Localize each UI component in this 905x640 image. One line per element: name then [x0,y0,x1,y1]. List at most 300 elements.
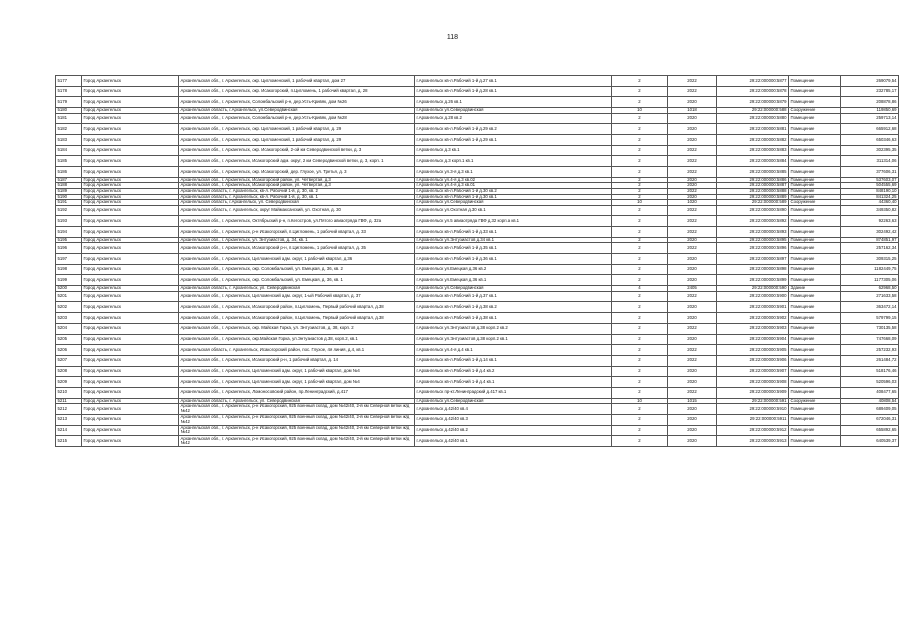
cell-cadastral-value: 309315,25 [841,254,899,265]
cell-municipality: Город Архангельск [82,97,179,108]
cell-object-type: Помещение [789,355,841,366]
cell-code: 2020 [668,275,717,286]
cell-code: 1020 [668,200,717,206]
cell-category-code: 2 [612,188,668,194]
cell-address-short: г.Архангельск кв-л.Рабочий 1-й д.28 кв.1 [415,86,612,97]
cell-address-short: г.Архангельск кв-л.Рабочий 1-й д.38 кв.1 [415,313,612,324]
cell-category-code: 2 [612,124,668,135]
cell-cadastral-value: 672046,31 [841,414,899,425]
cell-category-code: 2 [612,156,668,167]
cell-address-short: г.Архангельск ул.4-я д.4 кв.1 [415,345,612,356]
cell-municipality: Город Архангельск [82,167,179,178]
cell-address-short: г.Архангельск кв-л.Рабочий 1-й д.33 кв.1 [415,227,612,238]
cell-cadastral-value: 520596,03 [841,377,899,388]
cell-code: 2020 [668,377,717,388]
cell-cadastral-value: 665912,68 [841,124,899,135]
cell-address-full: Архангельская обл., г. Архангельск, окр. Соломбальский, ул. Емецкая, д. 36, кв. 1 [179,275,415,286]
table-row [56,404,899,415]
cell-category-code: 2 [612,216,668,227]
cell-object-type: Помещение [789,275,841,286]
cell-cadastral-number: 29:22:000000:5911 [717,414,789,425]
cell-municipality: Город Архангельск [82,183,179,189]
cell-category-code: 2 [612,366,668,377]
cell-row-number: 5189 [56,188,82,194]
cell-address-full: Архангельская обл., г. Архангельск, окр. Цигломенский, 1 рабочий квартал, д. 29 [179,124,415,135]
cell-code: 1015 [668,398,717,404]
cell-cadastral-value: 1182449,75 [841,264,899,275]
cell-municipality: Город Архангельск [82,355,179,366]
cell-municipality: Город Архангельск [82,254,179,265]
cell-cadastral-value: 377606,31 [841,167,899,178]
cell-cadastral-number: 29:22:000000:588 [717,108,789,114]
table-row [56,425,899,436]
cell-cadastral-number: 29:22:000000:5892 [717,216,789,227]
cell-municipality: Город Архангельск [82,177,179,183]
cell-address-full: Архангельская обл., г. Архангельск, окр. Майская Горка, ул. Энтузиастов, д. 38, корп. 2 [179,323,415,334]
cell-address-short: г.Архангельск д.42/40 кв.3 [415,414,612,425]
cell-address-short: г.Архангельск кв-л.Рабочий 1-й д.14 кв.1 [415,355,612,366]
table-row [56,254,899,265]
cell-cadastral-number: 29:22:000000:5910 [717,404,789,415]
cell-cadastral-value: 841324,25 [841,194,899,200]
table-row [56,188,899,194]
cell-cadastral-value: 363472,14 [841,302,899,313]
cell-category-code: 2 [612,76,668,87]
cell-address-short: г.Архангельск д.42/40 кв.2 [415,425,612,436]
cell-address-short: г.Архангельск пр-кт.Ленинградский д.417 кв.1 [415,387,612,398]
cell-object-type: Помещение [789,404,841,415]
cell-row-number: 5180 [56,108,82,114]
cell-row-number: 5196 [56,243,82,254]
cell-row-number: 5178 [56,86,82,97]
cell-address-full: Архангельская обл., г. Архангельск, окр. Цигломенский, 1 рабочий квартал, д. 29 [179,135,415,146]
cell-cadastral-value: 257232,93 [841,345,899,356]
cell-address-full: Архангельская обл., г. Архангельск, окр. Исакогорский, дер. Глухое, ул. Третья, д. 3 [179,167,415,178]
cell-object-type: Помещение [789,302,841,313]
table-row [56,156,899,167]
cell-category-code: 2 [612,323,668,334]
cell-code: 1018 [668,108,717,114]
cell-address-full: Архангельская обл., г. Архангельск, окр. Цигломенский, 1 рабочий квартал, дом 27 [179,76,415,87]
cell-address-full: Архангельская обл., г. Архангельск, р-н Исакогорский, 925 военный склад, дом №42/40, 2-й км Северной ветки ж/д №42 [179,425,415,436]
cell-address-full: Архангельская область, г. Архангельск, ул. Северодвинская [179,286,415,292]
cell-object-type: Сооружение [789,200,841,206]
cell-municipality: Город Архангельск [82,398,179,404]
cell-cadastral-number: 29:22:000000:5900 [717,291,789,302]
cell-code: 2022 [668,167,717,178]
table-row [56,86,899,97]
cell-category-code: 2 [612,387,668,398]
cell-municipality: Город Архангельск [82,76,179,87]
cell-code: 2022 [668,145,717,156]
cell-cadastral-number: 29:22:000000:5907 [717,366,789,377]
cell-cadastral-value: 208878,86 [841,97,899,108]
cell-address-full: Архангельская обл., г. Архангельск, Исакогорский район, п.Цигломень, Первый рабочий квартал, д.38 [179,302,415,313]
cell-category-code: 2 [612,264,668,275]
cell-category-code: 2 [612,237,668,243]
cell-municipality: Город Архангельск [82,188,179,194]
cell-object-type: Помещение [789,188,841,194]
cell-code: 2020 [668,177,717,183]
cell-category-code: 4 [612,286,668,292]
cell-cadastral-value: 232785,17 [841,86,899,97]
cell-category-code: 2 [612,227,668,238]
cell-row-number: 5208 [56,366,82,377]
cell-address-short: г.Архангельск ул.Северодвинская [415,108,612,114]
cell-address-full: Архангельская обл., г. Архангельск, Соломбальский р-н, дер.Усть-Кривяк, дом №28 [179,113,415,124]
cell-code: 2022 [668,387,717,398]
cell-category-code: 2 [612,414,668,425]
cell-category-code: 2 [612,183,668,189]
cell-category-code: 2 [612,194,668,200]
cell-cadastral-number: 29:22:000000:5883 [717,145,789,156]
cell-row-number: 5187 [56,177,82,183]
cell-cadastral-value: 537603,07 [841,177,899,183]
cell-row-number: 5215 [56,436,82,447]
cell-address-full: Архангельская обл., г. Архангельск, р-н Исакогорский, 925 военный склад, дом №42/40, 2-й км Северной ветки ж/д №42 [179,414,415,425]
cell-cadastral-number: 29:22:000000:5903 [717,323,789,334]
cell-address-full: Архангельская обл., г. Архангельск, Исакогорский район, ул. Четвертая, д.3 [179,177,415,183]
cell-code: 2020 [668,334,717,345]
cell-category-code: 2 [612,436,668,447]
cell-address-full: Архангельская обл., г. Архангельск, Цигломенский адм. округ, 1 рабочий квартал, дом №4 [179,377,415,388]
cell-category-code: 2 [612,205,668,216]
cell-cadastral-number: 29:22:000000:5884 [717,156,789,167]
cell-address-short: г.Архангельск кв-л.Рабочий 1-й д.30 кв.2 [415,188,612,194]
cell-address-short: г.Архангельск кв-л.Рабочий 1-й д.37 кв.1 [415,291,612,302]
table-body [56,76,899,447]
cell-municipality: Город Архангельск [82,366,179,377]
cell-row-number: 5188 [56,183,82,189]
cell-address-full: Архангельская обл., г. Архангельск, Ломоносовский район, пр.Ленинградский, д.417 [179,387,415,398]
cell-address-full: Архангельская обл., г. Архангельск, Исакогорский район, ул. Четвертая, д.3 [179,183,415,189]
cell-object-type: Помещение [789,425,841,436]
cell-cadastral-value: 640539,37 [841,436,899,447]
cell-municipality: Город Архангельск [82,243,179,254]
table-row [56,97,899,108]
cell-row-number: 5213 [56,414,82,425]
cell-code: 2022 [668,291,717,302]
cell-address-full: Архангельская обл., г. Архангельск, Цигломенский адм. округ, 1-ый Рабочий квартал, д. 37 [179,291,415,302]
cell-cadastral-number: 29:22:000000:5881 [717,124,789,135]
cell-code: 2020 [668,113,717,124]
table-row [56,76,899,87]
cell-category-code: 2 [612,291,668,302]
cell-row-number: 5201 [56,291,82,302]
cell-municipality: Город Архангельск [82,200,179,206]
cell-code: 2020 [668,97,717,108]
cell-row-number: 5182 [56,124,82,135]
table-row [56,113,899,124]
cell-row-number: 5181 [56,113,82,124]
cell-municipality: Город Архангельск [82,387,179,398]
cell-category-code: 2 [612,345,668,356]
table-row [56,313,899,324]
cell-cadastral-number: 29:22:000000:5905 [717,345,789,356]
cell-address-full: Архангельская область, г.Архангельск, ул. Северодвинская [179,200,415,206]
table-row [56,275,899,286]
cell-cadastral-number: 29:22:000000:5878 [717,86,789,97]
cell-object-type: Помещение [789,414,841,425]
cell-category-code: 10 [612,398,668,404]
table-row [56,291,899,302]
cell-object-type: Помещение [789,323,841,334]
cell-address-short: г.Архангельск д.42/40 кв.4 [415,404,612,415]
cell-category-code: 2 [612,377,668,388]
cell-category-code: 2 [612,275,668,286]
cell-object-type: Помещение [789,167,841,178]
cell-row-number: 5184 [56,145,82,156]
cell-address-short: г.Архангельск кв-л.Рабочий 1-й д.38 кв.2 [415,302,612,313]
cell-code: 2022 [668,156,717,167]
cell-cadastral-number: 29:22:000000:5885 [717,167,789,178]
cell-address-short: г.Архангельск д.3 кв.1 [415,145,612,156]
cell-cadastral-value: 40808,54 [841,398,899,404]
cell-cadastral-value: 92263,63 [841,216,899,227]
cell-address-short: г.Архангельск ул.Энтузиастов д.34 кв.1 [415,237,612,243]
property-registry-table [55,75,899,447]
cell-object-type: Помещение [789,76,841,87]
cell-cadastral-number: 29:22:000000:5908 [717,377,789,388]
cell-address-short: г.Архангельск кв-л.Рабочий 1-й д.30 кв.1 [415,194,612,200]
cell-address-full: Архангельская обл., г. Архангельск, р-н Исакогорский, 925 военный склад, дом №42/40, 2-й км Северной ветки ж/д №42 [179,436,415,447]
cell-object-type: Помещение [789,156,841,167]
cell-cadastral-number: 29:22:000000:5896 [717,243,789,254]
cell-cadastral-value: 349350,82 [841,205,899,216]
cell-cadastral-value: 271633,58 [841,291,899,302]
cell-address-full: Архангельская область, г. Архангельск, округ Маймаксанский, ул. Охотная, д. 30 [179,205,415,216]
cell-object-type: Помещение [789,113,841,124]
cell-address-full: Архангельская обл., г. Архангельск, р-н Исакогорский, 925 военный склад, дом №42/40, 2-й км Северной ветки ж/д №42 [179,404,415,415]
cell-address-full: Архангельская область, г. Архангельск, Исакогорский район, пос. Глухое, 4я линия, д.4, кв.1 [179,345,415,356]
cell-municipality: Город Архангельск [82,404,179,415]
cell-code: 2022 [668,188,717,194]
cell-code: 2405 [668,286,717,292]
cell-address-short: г.Архангельск ул.4-я д.3 кв.01 [415,183,612,189]
table-row [56,414,899,425]
cell-cadastral-value: 650346,63 [841,135,899,146]
cell-row-number: 5206 [56,345,82,356]
cell-address-short: г.Архангельск кв-л.Рабочий 1-й д.36 кв.1 [415,254,612,265]
cell-address-short: г.Архангельск ул.3-я д.3 кв.1 [415,167,612,178]
cell-category-code: 2 [612,334,668,345]
cell-category-code: 2 [612,254,668,265]
cell-code: 2020 [668,302,717,313]
table-row [56,323,899,334]
cell-cadastral-number: 29:22:000000:5888 [717,188,789,194]
cell-address-short: г.Архангельск ул.Северодвинская [415,286,612,292]
cell-cadastral-value: 747668,09 [841,334,899,345]
cell-address-short: г.Архангельск ул.Емецкая д.36 кв.1 [415,275,612,286]
cell-row-number: 5207 [56,355,82,366]
cell-code: 2020 [668,404,717,415]
cell-cadastral-number: 29:22:000000:5904 [717,334,789,345]
table-row [56,194,899,200]
cell-cadastral-value: 518176,46 [841,366,899,377]
table-row [56,302,899,313]
cell-object-type: Помещение [789,97,841,108]
cell-object-type: Помещение [789,345,841,356]
cell-code: 2020 [668,436,717,447]
cell-code: 2020 [668,313,717,324]
cell-code: 2020 [668,425,717,436]
cell-municipality: Город Архангельск [82,377,179,388]
cell-category-code: 2 [612,243,668,254]
cell-object-type: Помещение [789,145,841,156]
cell-address-short: г.Архангельск кв-л.Рабочий 1-й д.29 кв.2 [415,124,612,135]
cell-object-type: Сооружение [789,108,841,114]
cell-row-number: 5202 [56,302,82,313]
cell-municipality: Город Архангельск [82,425,179,436]
cell-address-full: Архангельская обл., г. Архангельск, Исакогорский район, п.Цигломень, Первый рабочий квартал, д.38 [179,313,415,324]
cell-cadastral-value: 302492,42 [841,227,899,238]
cell-cadastral-value: 730135,58 [841,323,899,334]
cell-cadastral-number: 29:22:000000:591 [717,398,789,404]
cell-row-number: 5192 [56,205,82,216]
cell-cadastral-number: 29:22:000000:5893 [717,227,789,238]
cell-cadastral-value: 44360,40 [841,200,899,206]
cell-municipality: Город Архангельск [82,108,179,114]
cell-object-type: Помещение [789,177,841,183]
cell-category-code: 10 [612,108,668,114]
cell-address-short: г.Архангельск ул.Емецкая д.36 кв.2 [415,264,612,275]
cell-cadastral-value: 408477,65 [841,387,899,398]
table-row [56,205,899,216]
cell-cadastral-value: 259713,14 [841,113,899,124]
cell-address-short: г.Архангельск ул.Северодвинская [415,200,612,206]
cell-cadastral-value: 504555,69 [841,183,899,189]
cell-category-code: 2 [612,355,668,366]
table-row [56,436,899,447]
cell-municipality: Город Архангельск [82,275,179,286]
cell-category-code: 2 [612,97,668,108]
cell-object-type: Помещение [789,135,841,146]
cell-object-type: Помещение [789,264,841,275]
cell-code: 2020 [668,366,717,377]
cell-cadastral-number: 29:22:000000:5895 [717,237,789,243]
cell-municipality: Город Архангельск [82,286,179,292]
cell-code: 2020 [668,183,717,189]
cell-object-type: Помещение [789,291,841,302]
cell-object-type: Помещение [789,334,841,345]
cell-category-code: 10 [612,200,668,206]
cell-cadastral-number: 29:22:000000:5877 [717,76,789,87]
cell-municipality: Город Архангельск [82,313,179,324]
cell-row-number: 5200 [56,286,82,292]
cell-address-short: г.Архангельск кв-л.Рабочий 1-й д.35 кв.1 [415,243,612,254]
cell-municipality: Город Архангельск [82,345,179,356]
cell-cadastral-value: 261484,72 [841,355,899,366]
cell-object-type: Помещение [789,86,841,97]
cell-row-number: 5203 [56,313,82,324]
cell-cadastral-number: 29:22:000000:5902 [717,313,789,324]
cell-category-code: 2 [612,313,668,324]
cell-municipality: Город Архангельск [82,216,179,227]
cell-address-short: г.Архангельск кв-л.Рабочий 1-й д.29 кв.1 [415,135,612,146]
table-row [56,167,899,178]
table-row [56,135,899,146]
cell-row-number: 5209 [56,377,82,388]
cell-cadastral-value: 302395,35 [841,145,899,156]
table-row [56,200,899,206]
cell-code: 2020 [668,124,717,135]
cell-address-short: г.Архангельск ул.5 авиаотряда ГВФ д.32 корп.а кв.1 [415,216,612,227]
cell-cadastral-number: 29:22:000000:5889 [717,194,789,200]
cell-category-code: 2 [612,404,668,415]
cell-address-short: г.Архангельск кв-л.Рабочий 1-й д.4 кв.2 [415,366,612,377]
cell-code: 2022 [668,205,717,216]
table-row [56,145,899,156]
cell-address-full: Архангельская обл., г. Архангельск, Исакогорский р-н, п.Цигломень, 1 рабочий квартал, д. 35 [179,243,415,254]
cell-object-type: Здание [789,286,841,292]
cell-municipality: Город Архангельск [82,113,179,124]
cell-code: 2020 [668,135,717,146]
cell-cadastral-number: 29:22:000000:5909 [717,387,789,398]
cell-municipality: Город Архангельск [82,135,179,146]
cell-row-number: 5204 [56,323,82,334]
cell-object-type: Помещение [789,377,841,388]
cell-cadastral-number: 29:22:000000:5913 [717,436,789,447]
cell-row-number: 5210 [56,387,82,398]
cell-cadastral-number: 29:22:000000:5899 [717,275,789,286]
cell-municipality: Город Архангельск [82,205,179,216]
table-row [56,243,899,254]
cell-cadastral-value: 269079,54 [841,76,899,87]
table-row [56,398,899,404]
cell-address-full: Архангельская область, г.Архангельск, ул.Северодвинская [179,108,415,114]
cell-code: 2020 [668,194,717,200]
table-row [56,334,899,345]
cell-address-short: г.Архангельск д.3 корп.1 кв.1 [415,156,612,167]
cell-cadastral-number: 29:22:000000:5886 [717,177,789,183]
cell-object-type: Помещение [789,366,841,377]
cell-cadastral-number: 29:22:000000:589 [717,200,789,206]
cell-municipality: Город Архангельск [82,291,179,302]
cell-address-short: г.Архангельск д.28 кв.2 [415,113,612,124]
cell-address-full: Архангельская обл., г. Архангельск, окр. Соломбальский, ул. Емецкая, д. 36, кв. 2 [179,264,415,275]
cell-address-full: Архангельская обл., г. Архангельск, Цигломенский адм. округ, 1 рабочий квартал, дом №4 [179,366,415,377]
cell-municipality: Город Архангельск [82,227,179,238]
cell-code: 2022 [668,86,717,97]
cell-municipality: Город Архангельск [82,323,179,334]
cell-address-full: Архангельская обл., г. Архангельск, Соломбальский р-н, дер.Усть-Кривяк, дом №26 [179,97,415,108]
cell-code: 2022 [668,216,717,227]
cell-municipality: Город Архангельск [82,334,179,345]
table-row [56,387,899,398]
cell-category-code: 2 [612,135,668,146]
table-row [56,366,899,377]
cell-code: 2022 [668,243,717,254]
cell-address-full: Архангельская область, г. Архангельск, ул. Северодвинская [179,398,415,404]
cell-cadastral-number: 29:22:000000:590 [717,286,789,292]
cell-object-type: Помещение [789,436,841,447]
cell-address-full: Архангельская обл., г. Архангельск, Исакогорский р-н, 1 рабочий квартал, д. 14 [179,355,415,366]
cell-row-number: 5199 [56,275,82,286]
cell-object-type: Помещение [789,313,841,324]
cell-cadastral-value: 311314,06 [841,156,899,167]
cell-object-type: Помещение [789,254,841,265]
cell-category-code: 2 [612,86,668,97]
cell-code: 2020 [668,254,717,265]
cell-code: 2020 [668,264,717,275]
page-number: 118 [446,34,459,41]
cell-row-number: 5214 [56,425,82,436]
cell-category-code: 2 [612,177,668,183]
cell-row-number: 5179 [56,97,82,108]
cell-category-code: 2 [612,113,668,124]
cell-row-number: 5191 [56,200,82,206]
cell-row-number: 5194 [56,227,82,238]
